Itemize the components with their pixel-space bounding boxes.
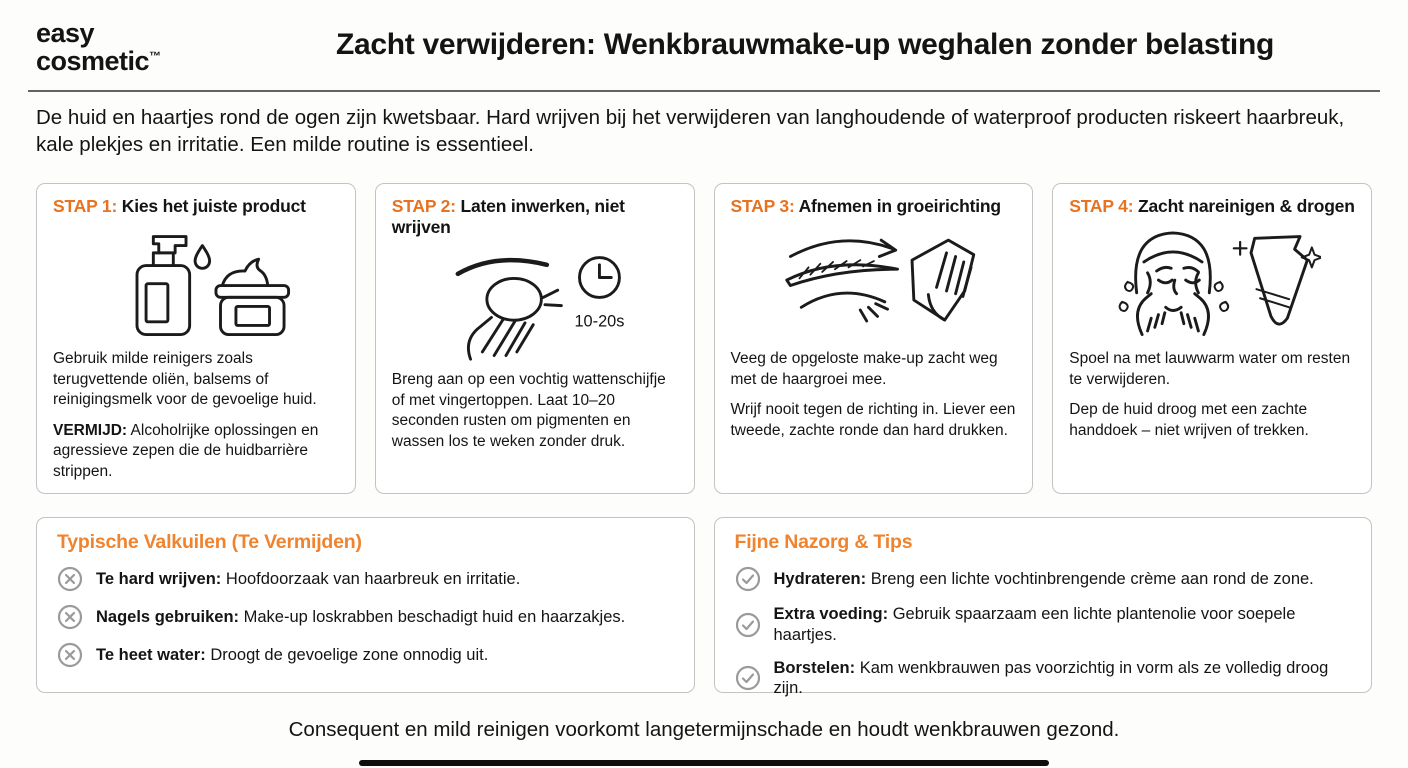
trademark-symbol: ™ <box>149 48 161 63</box>
brand-logo <box>36 16 248 75</box>
step-1-icon-area <box>53 221 339 341</box>
step-1-title: Kies het juiste product <box>121 196 306 217</box>
cross-circle-icon <box>57 566 83 592</box>
cross-circle-icon <box>57 604 83 630</box>
step-4-icon-area <box>1069 221 1355 341</box>
pitfall-item: Te hard wrijven: Hoofdoorzaak van haarbreuk en irritatie. <box>57 566 674 592</box>
tip-item: Borstelen: Kam wenkbrauwen pas voorzichtig in vorm als ze volledig droog zijn. <box>735 658 1352 699</box>
bottom-row <box>36 517 1372 698</box>
step-4-heading <box>1069 196 1355 217</box>
step-3-icon-area <box>731 221 1017 341</box>
brand-line2: cosmetic™ <box>36 45 161 76</box>
step-card-4 <box>1052 183 1372 494</box>
step-3-title: Afnemen in groeirichting <box>798 196 1001 217</box>
step-4-title: Zacht nareinigen & drogen <box>1138 196 1355 217</box>
face-washing-and-towel-icon <box>1103 222 1321 340</box>
step-card-2 <box>375 183 695 494</box>
tip-item: Hydrateren: Breng een lichte vochtinbrengende crème aan rond de zone. <box>735 566 1352 592</box>
tip-item: Extra voeding: Gebruik spaarzaam een lichte plantenolie voor soepele haartjes. <box>735 604 1352 645</box>
pitfalls-title: Typische Valkuilen (Te Vermijden) <box>57 531 362 554</box>
check-circle-icon <box>735 566 761 592</box>
tips-title: Fijne Nazorg & Tips <box>734 531 913 554</box>
step-2-paragraph: Breng aan op een vochtig wattenschijfje of met vingertoppen. Laat 10–20 seconden rusten om pigmenten en wassen los te weken zonder druk. <box>391 371 666 450</box>
step-1-body <box>53 349 339 482</box>
clock-duration-label: 10-20s <box>574 312 625 331</box>
step-2-heading <box>392 196 678 238</box>
step-4-label: STAP 4: <box>1069 196 1134 217</box>
step-2-icon-area <box>392 242 678 362</box>
header <box>0 0 1408 75</box>
header-divider <box>28 90 1380 92</box>
step-1-paragraph: VERMIJD: Alcoholrijke oplossingen en agressieve zepen die de huidbarrière strippen. <box>53 421 319 480</box>
step-3-label: STAP 3: <box>730 196 795 217</box>
check-circle-icon <box>735 665 761 691</box>
step-2-title: Laten inwerken, niet wrijven <box>391 196 625 238</box>
pitfall-item: Nagels gebruiken: Make-up loskrabben beschadigt huid en haarzakjes. <box>57 604 674 630</box>
check-circle-icon <box>735 612 761 638</box>
step-4-paragraph: Spoel na met lauwwarm water om resten te verwijderen. <box>1069 350 1351 388</box>
footer-conclusion: Consequent en mild reinigen voorkomt langetermijnschade en houdt wenkbrauwen gezond. <box>288 718 1120 742</box>
home-indicator-bar <box>359 760 1049 766</box>
intro-paragraph: De huid en haartjes rond de ogen zijn kwetsbaar. Hard wrijven bij het verwijderen van langhoudende of waterproof producten riskeert haarbreuk, kale plekjes en irritatie. Een milde routine is essentieel. <box>36 106 1345 156</box>
step-3-paragraph: Veeg de opgeloste make-up zacht weg met de haargroei mee. <box>730 350 998 388</box>
step-3-heading <box>731 196 1017 217</box>
step-card-3 <box>714 183 1034 494</box>
pitfalls-card <box>36 517 695 693</box>
step-2-label: STAP 2: <box>391 196 456 217</box>
step-card-1 <box>36 183 356 494</box>
step-3-body <box>731 349 1017 441</box>
pump-bottle-and-cream-jar-icon <box>96 222 296 340</box>
step-1-heading <box>53 196 339 217</box>
step-1-paragraph: Gebruik milde reinigers zoals terugvettende oliën, balsems of reinigingsmelk voor de gevoelige huid. <box>53 350 317 409</box>
cross-circle-icon <box>57 642 83 668</box>
pitfall-item: Te heet water: Droogt de gevoelige zone onnodig uit. <box>57 642 674 668</box>
brand-line1: easy <box>36 18 95 48</box>
hand-cotton-pad-and-clock-icon <box>426 243 644 361</box>
step-1-label: STAP 1: <box>53 196 118 217</box>
page-title: Zacht verwijderen: Wenkbrauwmake-up weghalen zonder belasting <box>335 28 1275 61</box>
step-3-paragraph: Wrijf nooit tegen de richting in. Liever een tweede, zachte ronde dan hard drukken. <box>730 401 1016 439</box>
eyebrow-growth-direction-and-wipe-icon <box>764 222 982 340</box>
steps-row <box>36 183 1372 494</box>
step-4-paragraph: Dep de huid droog met een zachte handdoek – niet wrijven of trekken. <box>1069 401 1309 439</box>
step-4-body <box>1069 349 1355 441</box>
tips-card <box>714 517 1373 698</box>
step-2-body <box>392 370 678 452</box>
